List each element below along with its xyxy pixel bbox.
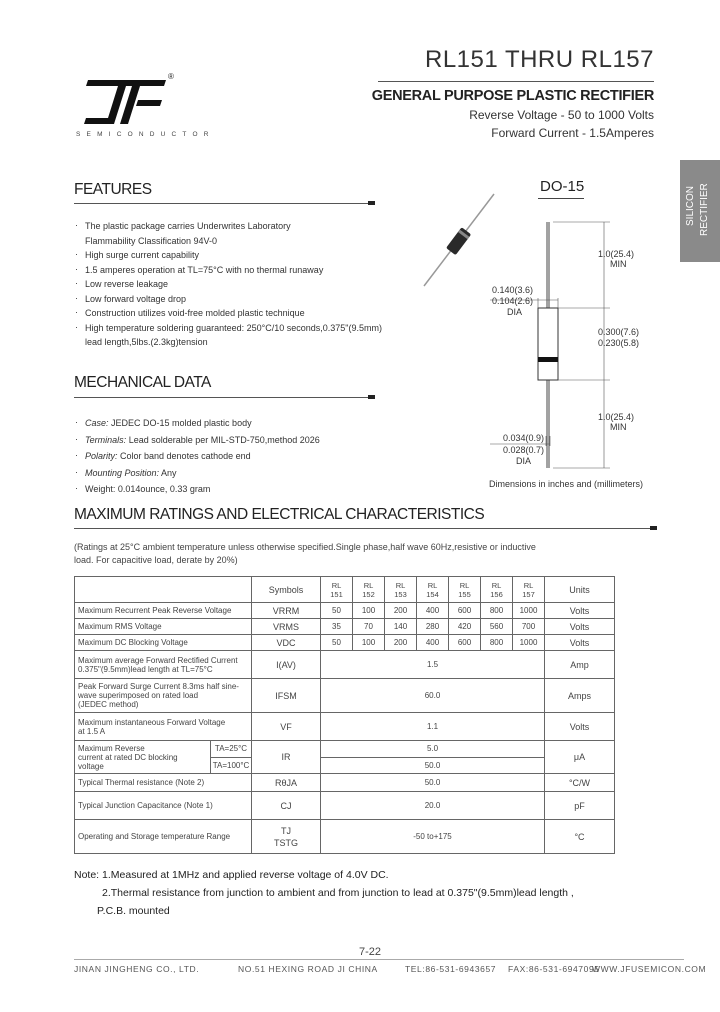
dim-body-dia-1: 0.140(3.6) (492, 285, 534, 295)
symbol-cell: I(AV) (252, 651, 321, 679)
features-rule-end (368, 201, 375, 205)
ratings-rule-end (650, 526, 657, 530)
dim-lead-top-min: MIN (610, 259, 627, 269)
value-cell: 600 (449, 635, 481, 651)
brand-subtitle: SEMICONDUCTOR (76, 131, 215, 138)
table-row (75, 792, 615, 820)
feature-item: · Construction utilizes void-free molded plastic technique (74, 306, 382, 321)
value-cell: -50 to+175 (321, 820, 545, 854)
unit-cell: Amp (545, 651, 615, 679)
param-cell (75, 741, 252, 774)
feature-item: · Low forward voltage drop (74, 292, 382, 307)
table-header-col: RL 153 (385, 577, 417, 603)
dim-lead-bottom-min: MIN (610, 422, 627, 432)
symbol-cell: IR (252, 741, 321, 774)
param-cell: Maximum Recurrent Peak Reverse Voltage (75, 603, 252, 619)
value-cell: 100 (353, 603, 385, 619)
value-cell: 50 (321, 635, 353, 651)
table-header-col: RL 157 (513, 577, 545, 603)
param-cell: Typical Thermal resistance (Note 2) (75, 774, 252, 792)
footer-tel: TEL:86-531-6943657 (405, 964, 497, 974)
symbol-cell: TJ TSTG (252, 820, 321, 854)
param-cell: Peak Forward Surge Current 8.3ms half sine- wave superimposed on rated load (JEDEC method) (75, 679, 252, 713)
value-cell: 560 (481, 619, 513, 635)
package-name-rule (538, 198, 584, 199)
mechanical-item: · Terminals: Lead solderable per MIL-STD-750,method 2026 (74, 432, 320, 449)
value-cell: 1.5 (321, 651, 545, 679)
mechanical-rule-end (368, 395, 375, 399)
table-row (75, 774, 615, 792)
value-cell: 70 (353, 619, 385, 635)
value-cell: 200 (385, 603, 417, 619)
unit-cell: Amps (545, 679, 615, 713)
jf-logo-icon (80, 78, 172, 126)
unit-cell: °C (545, 820, 615, 854)
table-header-col: RL 152 (353, 577, 385, 603)
feature-item: · The plastic package carries Underwrites Laboratory (74, 219, 382, 234)
value-cell: 5.0 (321, 741, 545, 758)
dim-lead-bottom: 1.0(25.4) (598, 412, 635, 422)
registered-mark: ® (168, 72, 174, 81)
side-tab (680, 160, 720, 262)
value-cell: 100 (353, 635, 385, 651)
unit-cell: Volts (545, 713, 615, 741)
table-header-row (75, 577, 615, 603)
dim-body-len-2: 0.230(5.8) (598, 338, 640, 348)
ratings-note (74, 541, 536, 566)
value-cell: 400 (417, 635, 449, 651)
header-rule (378, 81, 654, 82)
value-cell: 400 (417, 603, 449, 619)
feature-item: · High temperature soldering guaranteed: 250°C/10 seconds,0.375"(9.5mm) (74, 321, 382, 336)
forward-current-spec: Forward Current - 1.5Amperes (491, 126, 654, 140)
table-row (75, 635, 615, 651)
value-cell: 280 (417, 619, 449, 635)
ir-param-text: Maximum Reverse current at rated DC blocking voltage (78, 743, 178, 771)
unit-cell: pF (545, 792, 615, 820)
table-header-col: RL 156 (481, 577, 513, 603)
mechanical-item: · Polarity: Color band denotes cathode end (74, 448, 320, 465)
param-cell: Maximum instantaneous Forward Voltage at 1.5 A (75, 713, 252, 741)
features-heading: FEATURES (74, 181, 152, 198)
value-cell: 420 (449, 619, 481, 635)
unit-cell: μA (545, 741, 615, 774)
table-row (75, 741, 615, 758)
unit-cell: Volts (545, 635, 615, 651)
symbol-cell: VRRM (252, 603, 321, 619)
symbol-cell: CJ (252, 792, 321, 820)
table-row (75, 820, 615, 854)
table-header-units: Units (545, 577, 615, 603)
footer-company: JINAN JINGHENG CO., LTD. (74, 964, 200, 974)
footer-rule (74, 959, 684, 960)
dimension-note: Dimensions in inches and (millimeters) (489, 479, 644, 489)
value-cell: 50.0 (321, 774, 545, 792)
dim-body-dia-2: 0.104(2.6) (492, 296, 534, 306)
ratings-table (74, 576, 615, 854)
ir-condition-2: TA=100°C (212, 760, 250, 770)
reverse-voltage-spec: Reverse Voltage - 50 to 1000 Volts (469, 108, 654, 122)
value-cell: 800 (481, 635, 513, 651)
table-header-param (75, 577, 252, 603)
value-cell: 50 (321, 603, 353, 619)
value-cell: 700 (513, 619, 545, 635)
value-cell: 60.0 (321, 679, 545, 713)
dim-body-len-1: 0.300(7.6) (598, 327, 640, 337)
table-row (75, 713, 615, 741)
feature-item: · Low reverse leakage (74, 277, 382, 292)
mechanical-rule (74, 397, 372, 398)
table-row (75, 603, 615, 619)
param-cell: Maximum RMS Voltage (75, 619, 252, 635)
features-list (74, 219, 382, 350)
value-cell: 200 (385, 635, 417, 651)
unit-cell: Volts (545, 603, 615, 619)
symbol-cell: VF (252, 713, 321, 741)
ratings-note-line-2: load. For capacitive load, derate by 20%) (74, 554, 238, 565)
value-cell: 1000 (513, 635, 545, 651)
unit-cell: °C/W (545, 774, 615, 792)
part-title: RL151 THRU RL157 (424, 46, 654, 73)
feature-item: Flammability Classification 94V-0 (85, 235, 218, 246)
symbol-cell: VDC (252, 635, 321, 651)
table-row (75, 679, 615, 713)
footer-fax: FAX:86-531-6947095 (508, 964, 600, 974)
dim-lead-dia-label: DIA (516, 456, 532, 466)
note-line-3: P.C.B. mounted (97, 905, 170, 917)
table-row (75, 651, 615, 679)
footer-web: WWW.JFUSEMICON.COM (592, 964, 707, 974)
page-number: 7-22 (359, 946, 382, 958)
param-cell: Maximum DC Blocking Voltage (75, 635, 252, 651)
value-cell: 20.0 (321, 792, 545, 820)
symbol-cell: IFSM (252, 679, 321, 713)
mechanical-item: · Case: JEDEC DO-15 molded plastic body (74, 415, 320, 432)
footer-address: NO.51 HEXING ROAD JI CHINA (238, 964, 378, 974)
mechanical-list (74, 415, 320, 498)
ir-condition-1: TA=25°C (211, 741, 251, 758)
dim-lead-top: 1.0(25.4) (598, 249, 635, 259)
note-line-1: Note: 1.Measured at 1MHz and applied reverse voltage of 4.0V DC. (74, 869, 389, 881)
param-cell: Operating and Storage temperature Range (75, 820, 252, 854)
ratings-rule (74, 528, 654, 529)
feature-item: lead length,5lbs.(2.3kg)tension (85, 337, 208, 347)
value-cell: 140 (385, 619, 417, 635)
ratings-note-line-1: (Ratings at 25°C ambient temperature unless otherwise specified.Single phase,half wave 60Hz,resistive or inductive (74, 542, 536, 552)
mechanical-heading: MECHANICAL DATA (74, 374, 211, 391)
mechanical-item: · Mounting Position: Any (74, 465, 320, 482)
ratings-heading: MAXIMUM RATINGS AND ELECTRICAL CHARACTERISTICS (74, 506, 485, 523)
value-cell: 50.0 (321, 757, 545, 774)
table-header-col: RL 154 (417, 577, 449, 603)
table-header-col: RL 155 (449, 577, 481, 603)
feature-item: · High surge current capability (74, 248, 382, 263)
value-cell: 800 (481, 603, 513, 619)
features-rule (74, 203, 372, 204)
value-cell: 1000 (513, 603, 545, 619)
side-tab-line-1: SILICON (685, 185, 696, 226)
dim-lead-dia-1: 0.034(0.9) (503, 433, 545, 443)
notes (74, 866, 574, 920)
table-header-col: RL 151 (321, 577, 353, 603)
unit-cell: Volts (545, 619, 615, 635)
table-header-symbols: Symbols (252, 577, 321, 603)
mechanical-item: · Weight: 0.014ounce, 0.33 gram (74, 481, 320, 498)
value-cell: 35 (321, 619, 353, 635)
param-cell: Typical Junction Capacitance (Note 1) (75, 792, 252, 820)
note-line-2: 2.Thermal resistance from junction to ambient and from junction to lead at 0.375"(9.5mm)lead length , (102, 887, 574, 899)
symbol-cell: RθJA (252, 774, 321, 792)
side-tab-line-2: RECTIFIER (699, 183, 710, 236)
package-name: DO-15 (540, 178, 585, 195)
dim-lead-dia-2: 0.028(0.7) (503, 445, 545, 455)
dim-body-dia-label: DIA (507, 307, 523, 317)
feature-item: · 1.5 amperes operation at TL=75°C with no thermal runaway (74, 263, 382, 278)
param-cell: Maximum average Forward Rectified Current 0.375"(9.5mm)lead length at TL=75°C (75, 651, 252, 679)
product-title: GENERAL PURPOSE PLASTIC RECTIFIER (371, 88, 654, 104)
symbol-cell: VRMS (252, 619, 321, 635)
value-cell: 600 (449, 603, 481, 619)
value-cell: 1.1 (321, 713, 545, 741)
table-row (75, 619, 615, 635)
